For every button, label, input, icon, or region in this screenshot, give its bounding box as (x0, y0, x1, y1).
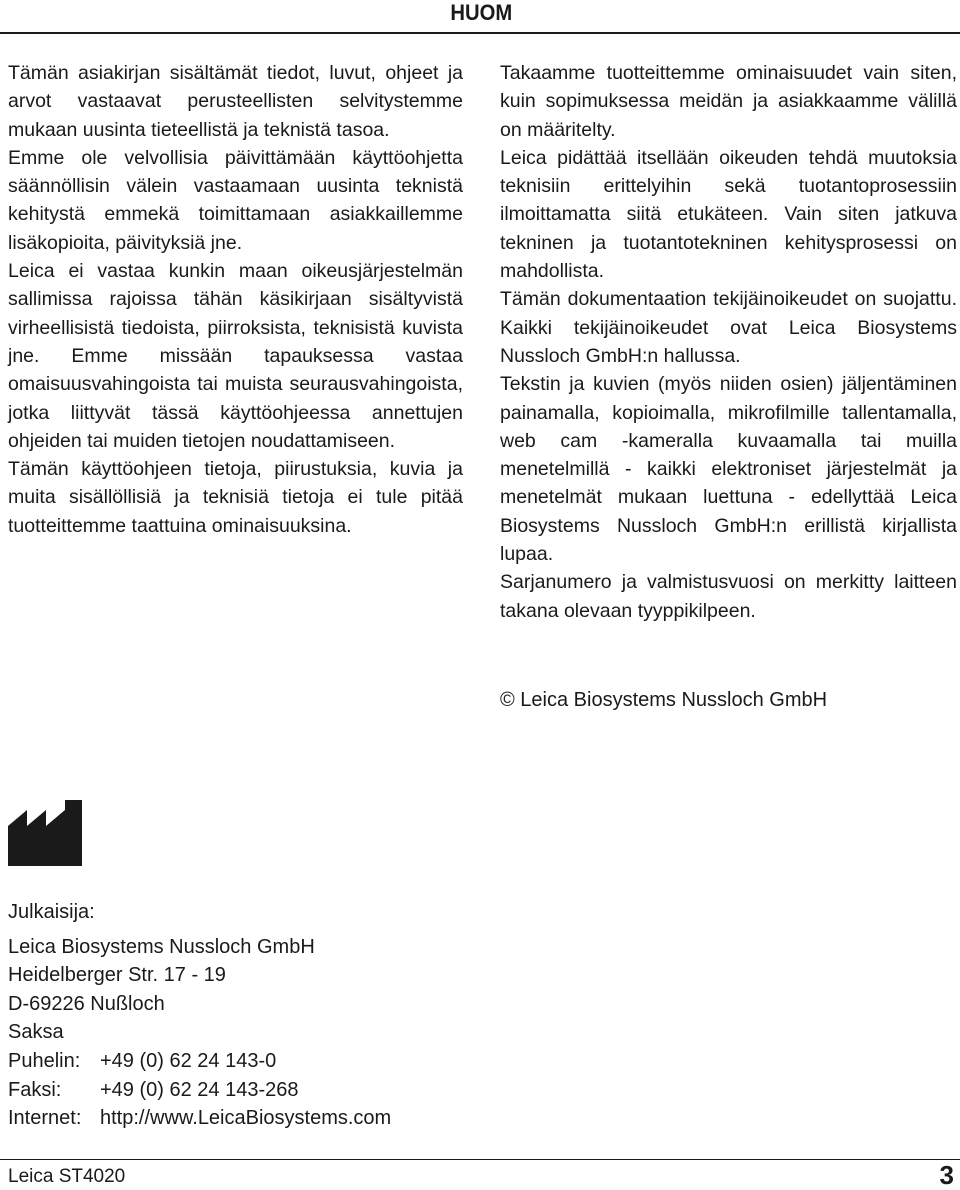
fax-value: +49 (0) 62 24 143-268 (100, 1078, 299, 1101)
paragraph: Leica pidättää itsellään oikeuden tehdä muutoksia teknisiin erittelyihin sekä tuotantoprosessiin ilmoittamatta siitä etukäteen. Vain siten jatkuva tekninen ja tuotantotekninen kehitysprosessi on mahdollista. (500, 146, 957, 283)
paragraph: Leica ei vastaa kunkin maan oikeusjärjestelmän sallimissa rajoissa tähän käsikirjaan sisältyvistä virheellisistä tiedoista, piirroksista, teknisistä kuvista jne. Emme missään tapauksessa vastaa omaisuusvahingoista tai muista seurausvahingoista, jotka liittyvät tässä käyttöohjeessa annettujen ohjeiden tai muiden tietojen noudattamiseen. (8, 260, 463, 452)
notice-heading: HUOM (450, 0, 512, 25)
phone-row (8, 1047, 391, 1076)
fax-label: Faksi: (8, 1078, 62, 1101)
page-number: 3 (939, 1160, 954, 1190)
publisher-country: Saksa (8, 1021, 64, 1044)
internet-label: Internet: (8, 1107, 82, 1130)
paragraph: Sarjanumero ja valmistusvuosi on merkitty laitteen takana olevaan tyyppikilpeen. (500, 571, 957, 622)
paragraph: Emme ole velvollisia päivittämään käyttöohjetta säännöllisin välein vastaamaan uusinta teknistä kehitystä emmekä toimittamaan asiakkaillemme lisäkopioita, päivityksiä jne. (8, 146, 463, 254)
right-text-column (500, 59, 957, 625)
phone-label: Puhelin: (8, 1049, 81, 1072)
header-divider (0, 32, 960, 34)
internet-row (8, 1104, 391, 1133)
left-text-column (8, 59, 463, 540)
publisher-company: Leica Biosystems Nussloch GmbH (8, 935, 315, 958)
paragraph: Tekstin ja kuvien (myös niiden osien) jäljentäminen painamalla, kopioimalla, mikrofilmille tallentamalla, web cam -kameralla kuvaamalla tai muilla menetelmillä - kaikki elektroniset järjestelmät ja menetelmät mukaan luettuna - edellyttää Leica Biosystems Nussloch GmbH:n erillistä kirjallista lupaa. (500, 373, 957, 566)
fax-row (8, 1076, 391, 1105)
publisher-block (8, 898, 391, 1133)
copyright-notice: © Leica Biosystems Nussloch GmbH (500, 689, 828, 711)
phone-value: +49 (0) 62 24 143-0 (100, 1049, 277, 1072)
paragraph: Tämän asiakirjan sisältämät tiedot, luvut, ohjeet ja arvot vastaavat perusteellisten selvitystemme mukaan uusinta tieteellistä ja teknistä tasoa. (8, 62, 463, 141)
paragraph: Tämän dokumentaation tekijäinoikeudet on suojattu. Kaikki tekijäinoikeudet ovat Leica Biosystems Nussloch GmbH:n hallussa. (500, 288, 957, 367)
footer-divider (0, 1159, 960, 1160)
publisher-city: D-69226 Nußloch (8, 992, 165, 1015)
paragraph: Tämän käyttöohjeen tietoja, piirustuksia, kuvia ja muita sisällöllisiä ja teknisiä tietoja ei tule pitää tuotteittemme taattuina ominaisuuksina. (8, 458, 463, 537)
publisher-label: Julkaisija: (8, 901, 95, 923)
internet-link[interactable]: http://www.LeicaBiosystems.com (100, 1107, 392, 1130)
publisher-street: Heidelberger Str. 17 - 19 (8, 964, 226, 987)
factory-icon (8, 800, 82, 866)
paragraph: Takaamme tuotteittemme ominaisuudet vain siten, kuin sopimuksessa meidän ja asiakkaamme välillä on määritelty. (500, 62, 957, 141)
footer-product-name: Leica ST4020 (8, 1166, 126, 1187)
